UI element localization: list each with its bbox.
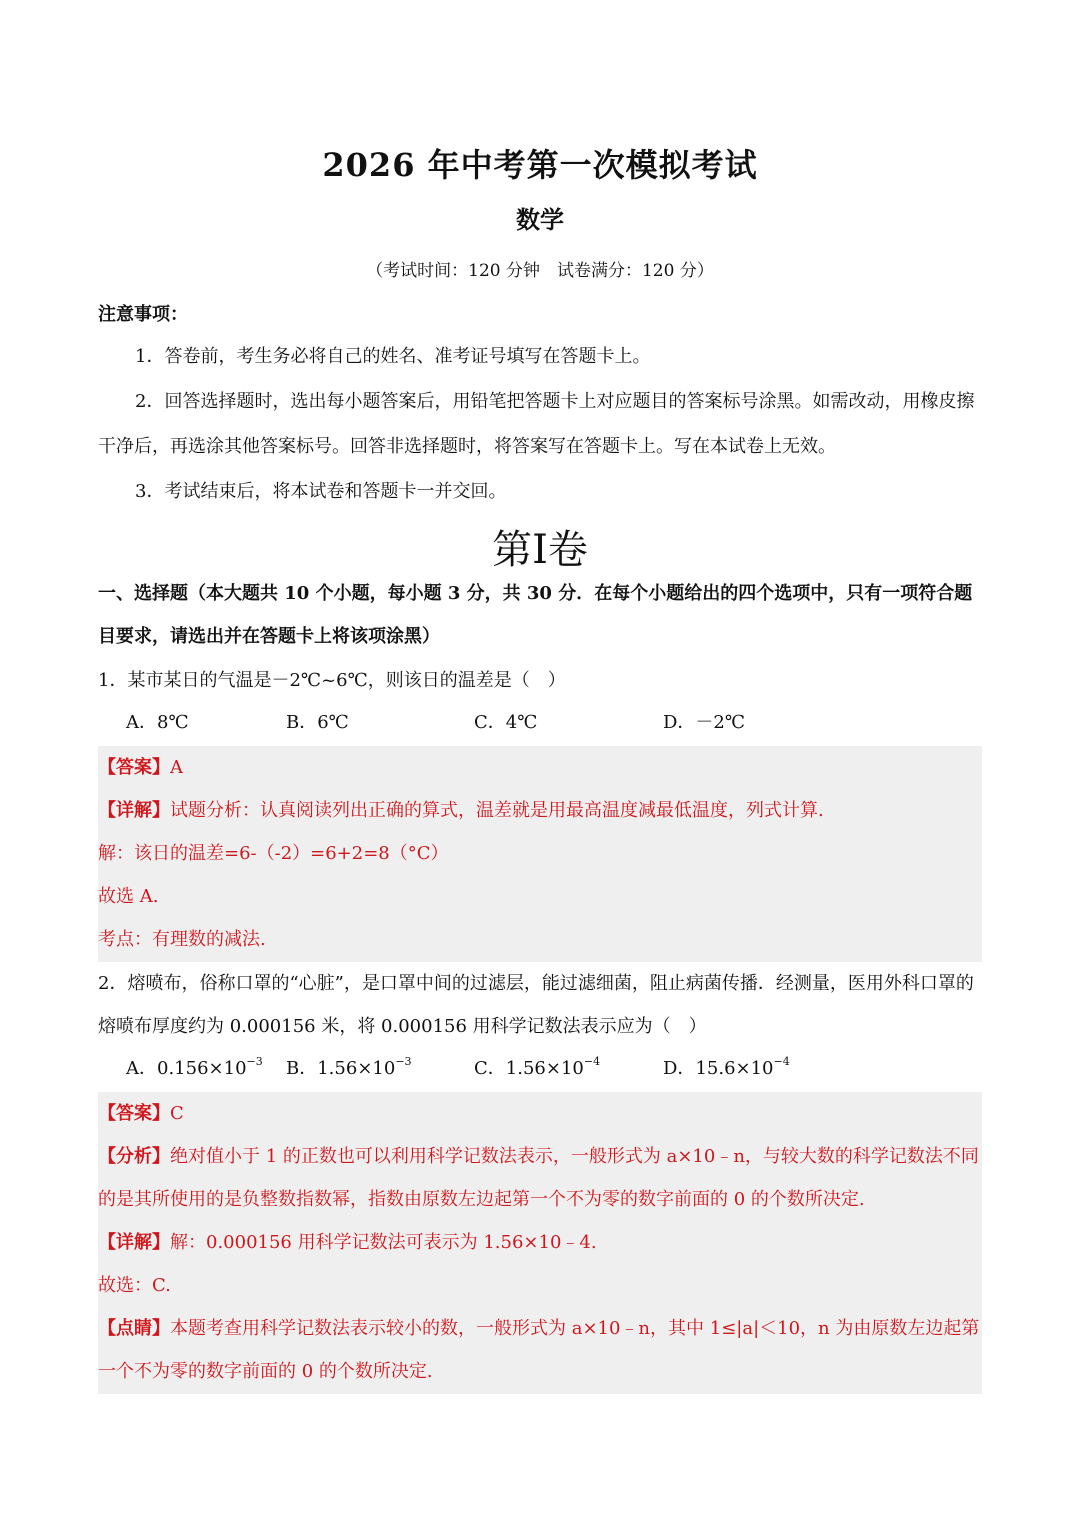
q1-detail: 试题分析：认真阅读列出正确的算式，温差就是用最高温度减最低温度，列式计算. bbox=[170, 800, 824, 821]
q2-detail-tag: 【详解】 bbox=[98, 1232, 170, 1253]
q2-comment: 本题考查用科学记数法表示较小的数，一般形式为 a×10﹣n，其中 1≤|a|＜10，n 为由原数左边起第一个不为零的数字前面的 0 的个数所决定. bbox=[98, 1318, 980, 1382]
q1-option-b: B．6℃ bbox=[286, 712, 349, 733]
q2-detail-line bbox=[98, 1221, 982, 1264]
q2-comment-line bbox=[98, 1307, 982, 1393]
q2-detail: 解：0.000156 用科学记数法可表示为 1.56×10﹣4. bbox=[170, 1232, 597, 1253]
section-heading: 一、选择题（本大题共 10 个小题，每小题 3 分，共 30 分．在每个小题给出的四个选项中，只有一项符合题目要求，请选出并在答题卡上将该项涂黑） bbox=[98, 583, 973, 647]
exam-title: 2026 年中考第一次模拟考试 bbox=[322, 146, 758, 184]
notice-item-1: 1．答卷前，考生务必将自己的姓名、准考证号填写在答题卡上。 bbox=[135, 346, 651, 367]
q1-answer: A bbox=[170, 757, 183, 778]
q1-solution: 解：该日的温差=6-（-2）=6+2=8（°C） bbox=[98, 843, 449, 864]
q2-option-d: D．$15.6\times 10^{-4}$ bbox=[663, 1055, 790, 1079]
exam-time-info: （考试时间：120 分钟 试卷满分：120 分） bbox=[366, 261, 714, 281]
q2-choice: 故选：C. bbox=[98, 1275, 171, 1296]
question-1-options bbox=[126, 708, 926, 742]
q1-option-c: C．4℃ bbox=[474, 712, 538, 733]
notice-item-2: 2．回答选择题时，选出每小题答案后，用铅笔把答题卡上对应题目的答案标号涂黑。如需改动，用橡皮擦干净后，再选涂其他答案标号。回答非选择题时，将答案写在答题卡上。写在本试卷上无效。 bbox=[98, 391, 975, 457]
notice-heading: 注意事项： bbox=[98, 304, 188, 325]
q1-detail-line bbox=[98, 789, 982, 832]
q2-option-a: A．$0.156\times 10^{-3}$ bbox=[126, 1055, 263, 1079]
q2-answer-line bbox=[98, 1092, 982, 1135]
subject-title: 数学 bbox=[516, 205, 564, 234]
q1-answer-box bbox=[98, 746, 982, 962]
q1-option-d: D．－2℃ bbox=[663, 712, 746, 733]
q2-analysis: 绝对值小于 1 的正数也可以利用科学记数法表示，一般形式为 a×10﹣n，与较大数的科学记数法不同的是其所使用的是负整数指数幂，指数由原数左边起第一个不为零的数字前面的 0 的个数所决定. bbox=[98, 1146, 979, 1210]
question-1-stem: 1．某市某日的气温是－2℃~6℃，则该日的温差是（ ） bbox=[98, 670, 566, 691]
q1-point: 考点：有理数的减法. bbox=[98, 929, 266, 950]
q2-option-b: B．$1.56\times 10^{-3}$ bbox=[286, 1055, 412, 1079]
q2-analysis-tag: 【分析】 bbox=[98, 1146, 170, 1167]
q1-answer-tag: 【答案】 bbox=[98, 757, 170, 778]
q2-analysis-line bbox=[98, 1135, 982, 1221]
q2-answer-box bbox=[98, 1092, 982, 1394]
q1-detail-tag: 【详解】 bbox=[98, 800, 170, 821]
q2-option-c: C．$1.56\times 10^{-4}$ bbox=[474, 1055, 601, 1079]
q2-answer-tag: 【答案】 bbox=[98, 1103, 170, 1124]
question-2-stem: 2．熔喷布，俗称口罩的“心脏”，是口罩中间的过滤层，能过滤细菌，阻止病菌传播．经测量，医用外科口罩的熔喷布厚度约为 0.000156 米，将 0.000156 用科学记数法表示应为（ ） bbox=[98, 973, 974, 1037]
notice-item-3: 3．考试结束后，将本试卷和答题卡一并交回。 bbox=[135, 481, 507, 502]
question-2-options bbox=[126, 1054, 926, 1088]
volume-title: 第I卷 bbox=[492, 527, 588, 573]
q1-choice: 故选 A. bbox=[98, 886, 159, 907]
q1-answer-line bbox=[98, 746, 982, 789]
q1-option-a: A．8℃ bbox=[126, 712, 189, 733]
q2-comment-tag: 【点睛】 bbox=[98, 1318, 170, 1339]
q2-answer: C bbox=[170, 1103, 184, 1124]
